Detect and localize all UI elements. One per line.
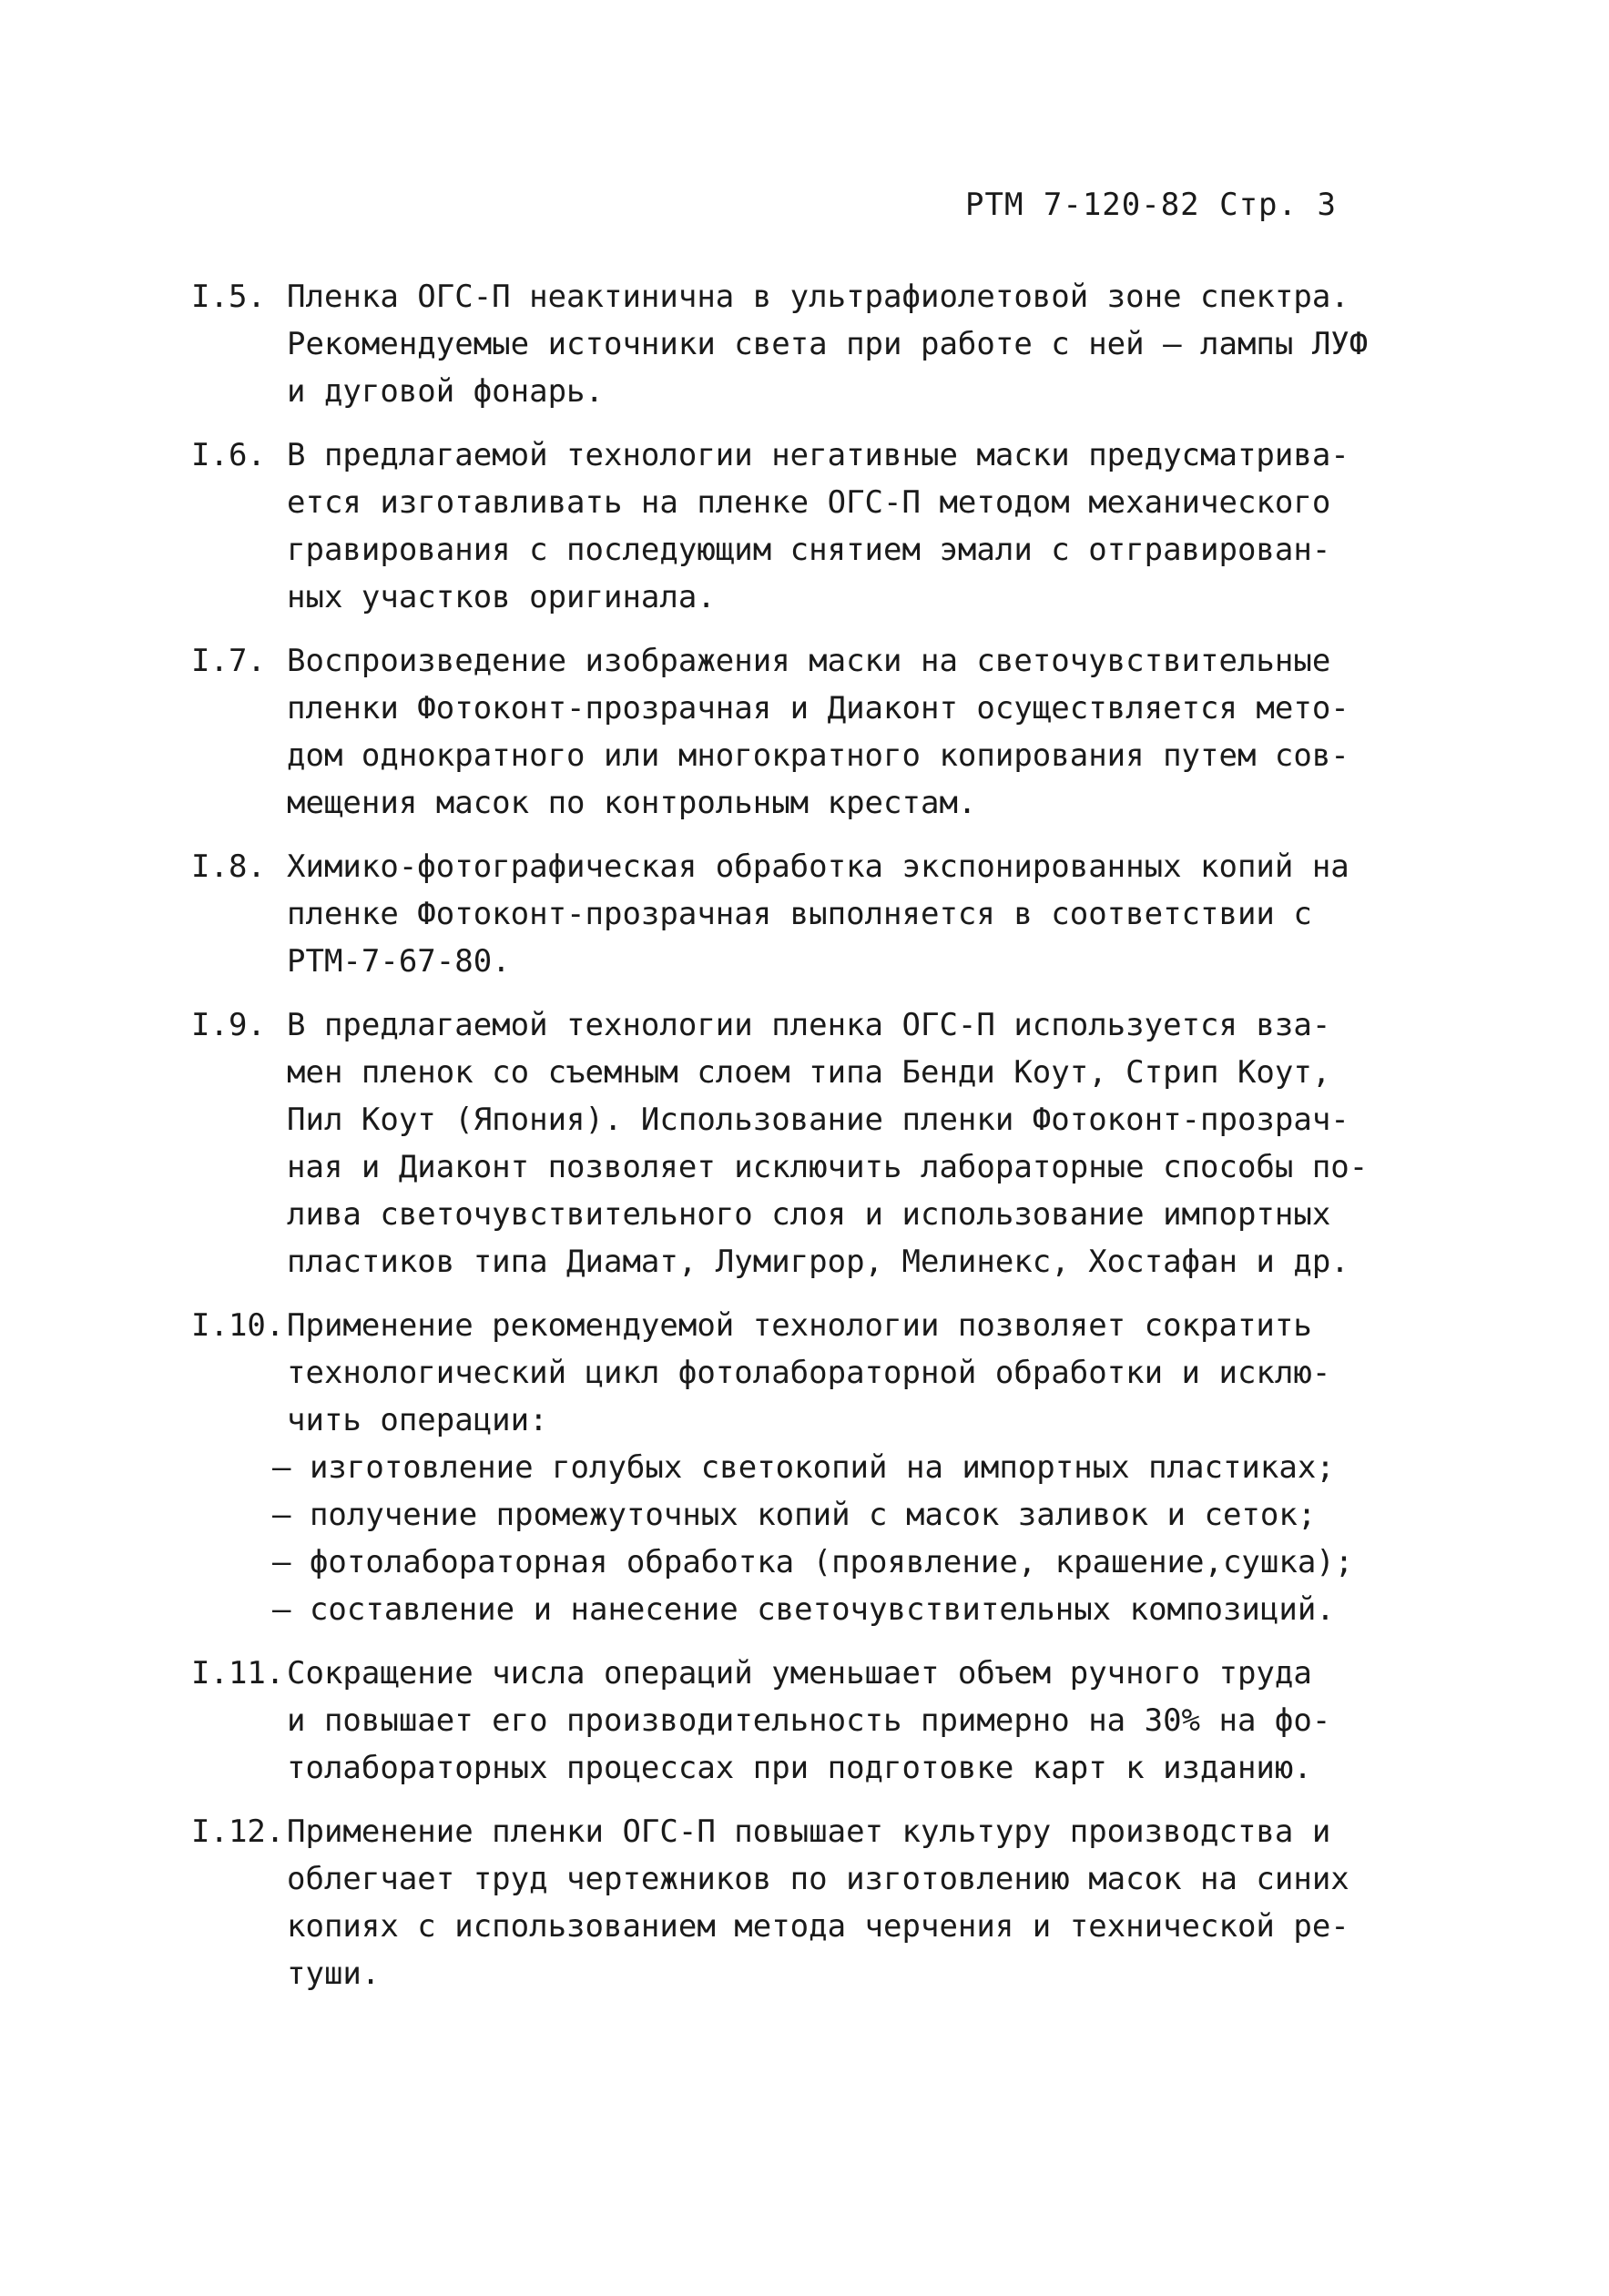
text-line: дом однократного или многократного копирования путем сов- [287,737,1349,774]
text-line: Применение рекомендуемой технологии позволяет сократить [287,1307,1312,1344]
text-line: пластиков типа Диамат, Лумигрор, Мелинекс, Хостафан и др. [287,1244,1349,1280]
text-line: и повышает его производительность примерно на 30% на фо- [287,1702,1331,1739]
text-line: РТМ-7-67-80. [287,943,511,980]
text-line: Сокращение числа операций уменьшает объем ручного труда [287,1655,1312,1692]
paragraph-number: I.6. [191,437,266,473]
text-line: толабораторных процессах при подготовке карт к изданию. [287,1750,1312,1786]
text-line: Химико-фотографическая обработка экспонированных копий на [287,848,1349,885]
paragraph-text [287,1808,1457,1997]
paragraph-1-11 [191,1650,1457,1792]
bullet-item: – изготовление голубых светокопий на импортных пластиках; [272,1449,1335,1486]
paragraph-1-9 [191,1001,1457,1285]
text-line: лива светочувствительного слоя и использование импортных [287,1196,1331,1233]
paragraph-text [272,1302,1457,1633]
paragraph-text [287,432,1457,621]
text-line: ется изготавливать на пленке ОГС-П методом механического [287,484,1331,521]
text-line: технологический цикл фотолабораторной обработки и исклю- [287,1355,1331,1391]
paragraph-text [287,843,1457,985]
text-line: чить операции: [287,1402,548,1438]
text-line: туши. [287,1956,381,1992]
text-line: мен пленок со съемным слоем типа Бенди Коут, Стрип Коут, [287,1054,1331,1091]
text-line: мещения масок по контрольным крестам. [287,785,977,821]
paragraph-1-8 [191,843,1457,985]
text-line: гравирования с последующим снятием эмали с отгравирован- [287,532,1331,568]
bullet-item: – фотолабораторная обработка (проявление, крашение,сушка); [272,1544,1354,1580]
paragraph-text [287,1650,1457,1792]
text-line: В предлагаемой технологии негативные маски предусматрива- [287,437,1349,473]
text-line: пленки Фотоконт-прозрачная и Диаконт осуществляется мето- [287,690,1349,726]
text-line: Применение пленки ОГС-П повышает культуру производства и [287,1813,1331,1850]
paragraph-1-10 [191,1302,1457,1633]
text-line: Рекомендуемые источники света при работе с ней – лампы ЛУФ [287,326,1369,362]
text-line: Пил Коут (Япония). Использование пленки Фотоконт-прозрач- [287,1102,1349,1138]
paragraph-number: I.10. [191,1307,285,1344]
text-line: В предлагаемой технологии пленка ОГС-П используется вза- [287,1007,1331,1043]
text-line: облегчает труд чертежников по изготовлению масок на синих [287,1861,1349,1897]
paragraph-number: I.5. [191,279,266,315]
paragraph-number: I.12. [191,1813,285,1850]
text-line: ная и Диаконт позволяет исключить лабораторные способы по- [287,1149,1369,1185]
paragraph-number: I.11. [191,1655,285,1692]
text-line: пленке Фотоконт-прозрачная выполняется в соответствии с [287,896,1312,932]
bullet-item: – получение промежуточных копий с масок заливок и сеток; [272,1497,1317,1533]
paragraph-1-7 [191,637,1457,827]
text-line: копиях с использованием метода черчения и технической ре- [287,1908,1349,1945]
text-line: ных участков оригинала. [287,579,716,615]
paragraph-number: I.8. [191,848,266,885]
paragraph-number: I.7. [191,643,266,679]
paragraph-1-6 [191,432,1457,621]
text-line: и дуговой фонарь. [287,373,604,410]
paragraph-text [287,273,1457,415]
paragraph-1-5 [191,273,1457,415]
page-header: РТМ 7-120-82 Стр. 3 [965,187,1337,223]
text-line: Воспроизведение изображения маски на светочувствительные [287,643,1331,679]
bullet-item: – составление и нанесение светочувствительных композиций. [272,1591,1335,1628]
paragraph-number: I.9. [191,1007,266,1043]
paragraph-list [191,273,1457,2014]
paragraph-1-12 [191,1808,1457,1997]
paragraph-text [287,637,1457,827]
text-line: Пленка ОГС-П неактинична в ультрафиолетовой зоне спектра. [287,279,1349,315]
paragraph-text [287,1001,1457,1285]
